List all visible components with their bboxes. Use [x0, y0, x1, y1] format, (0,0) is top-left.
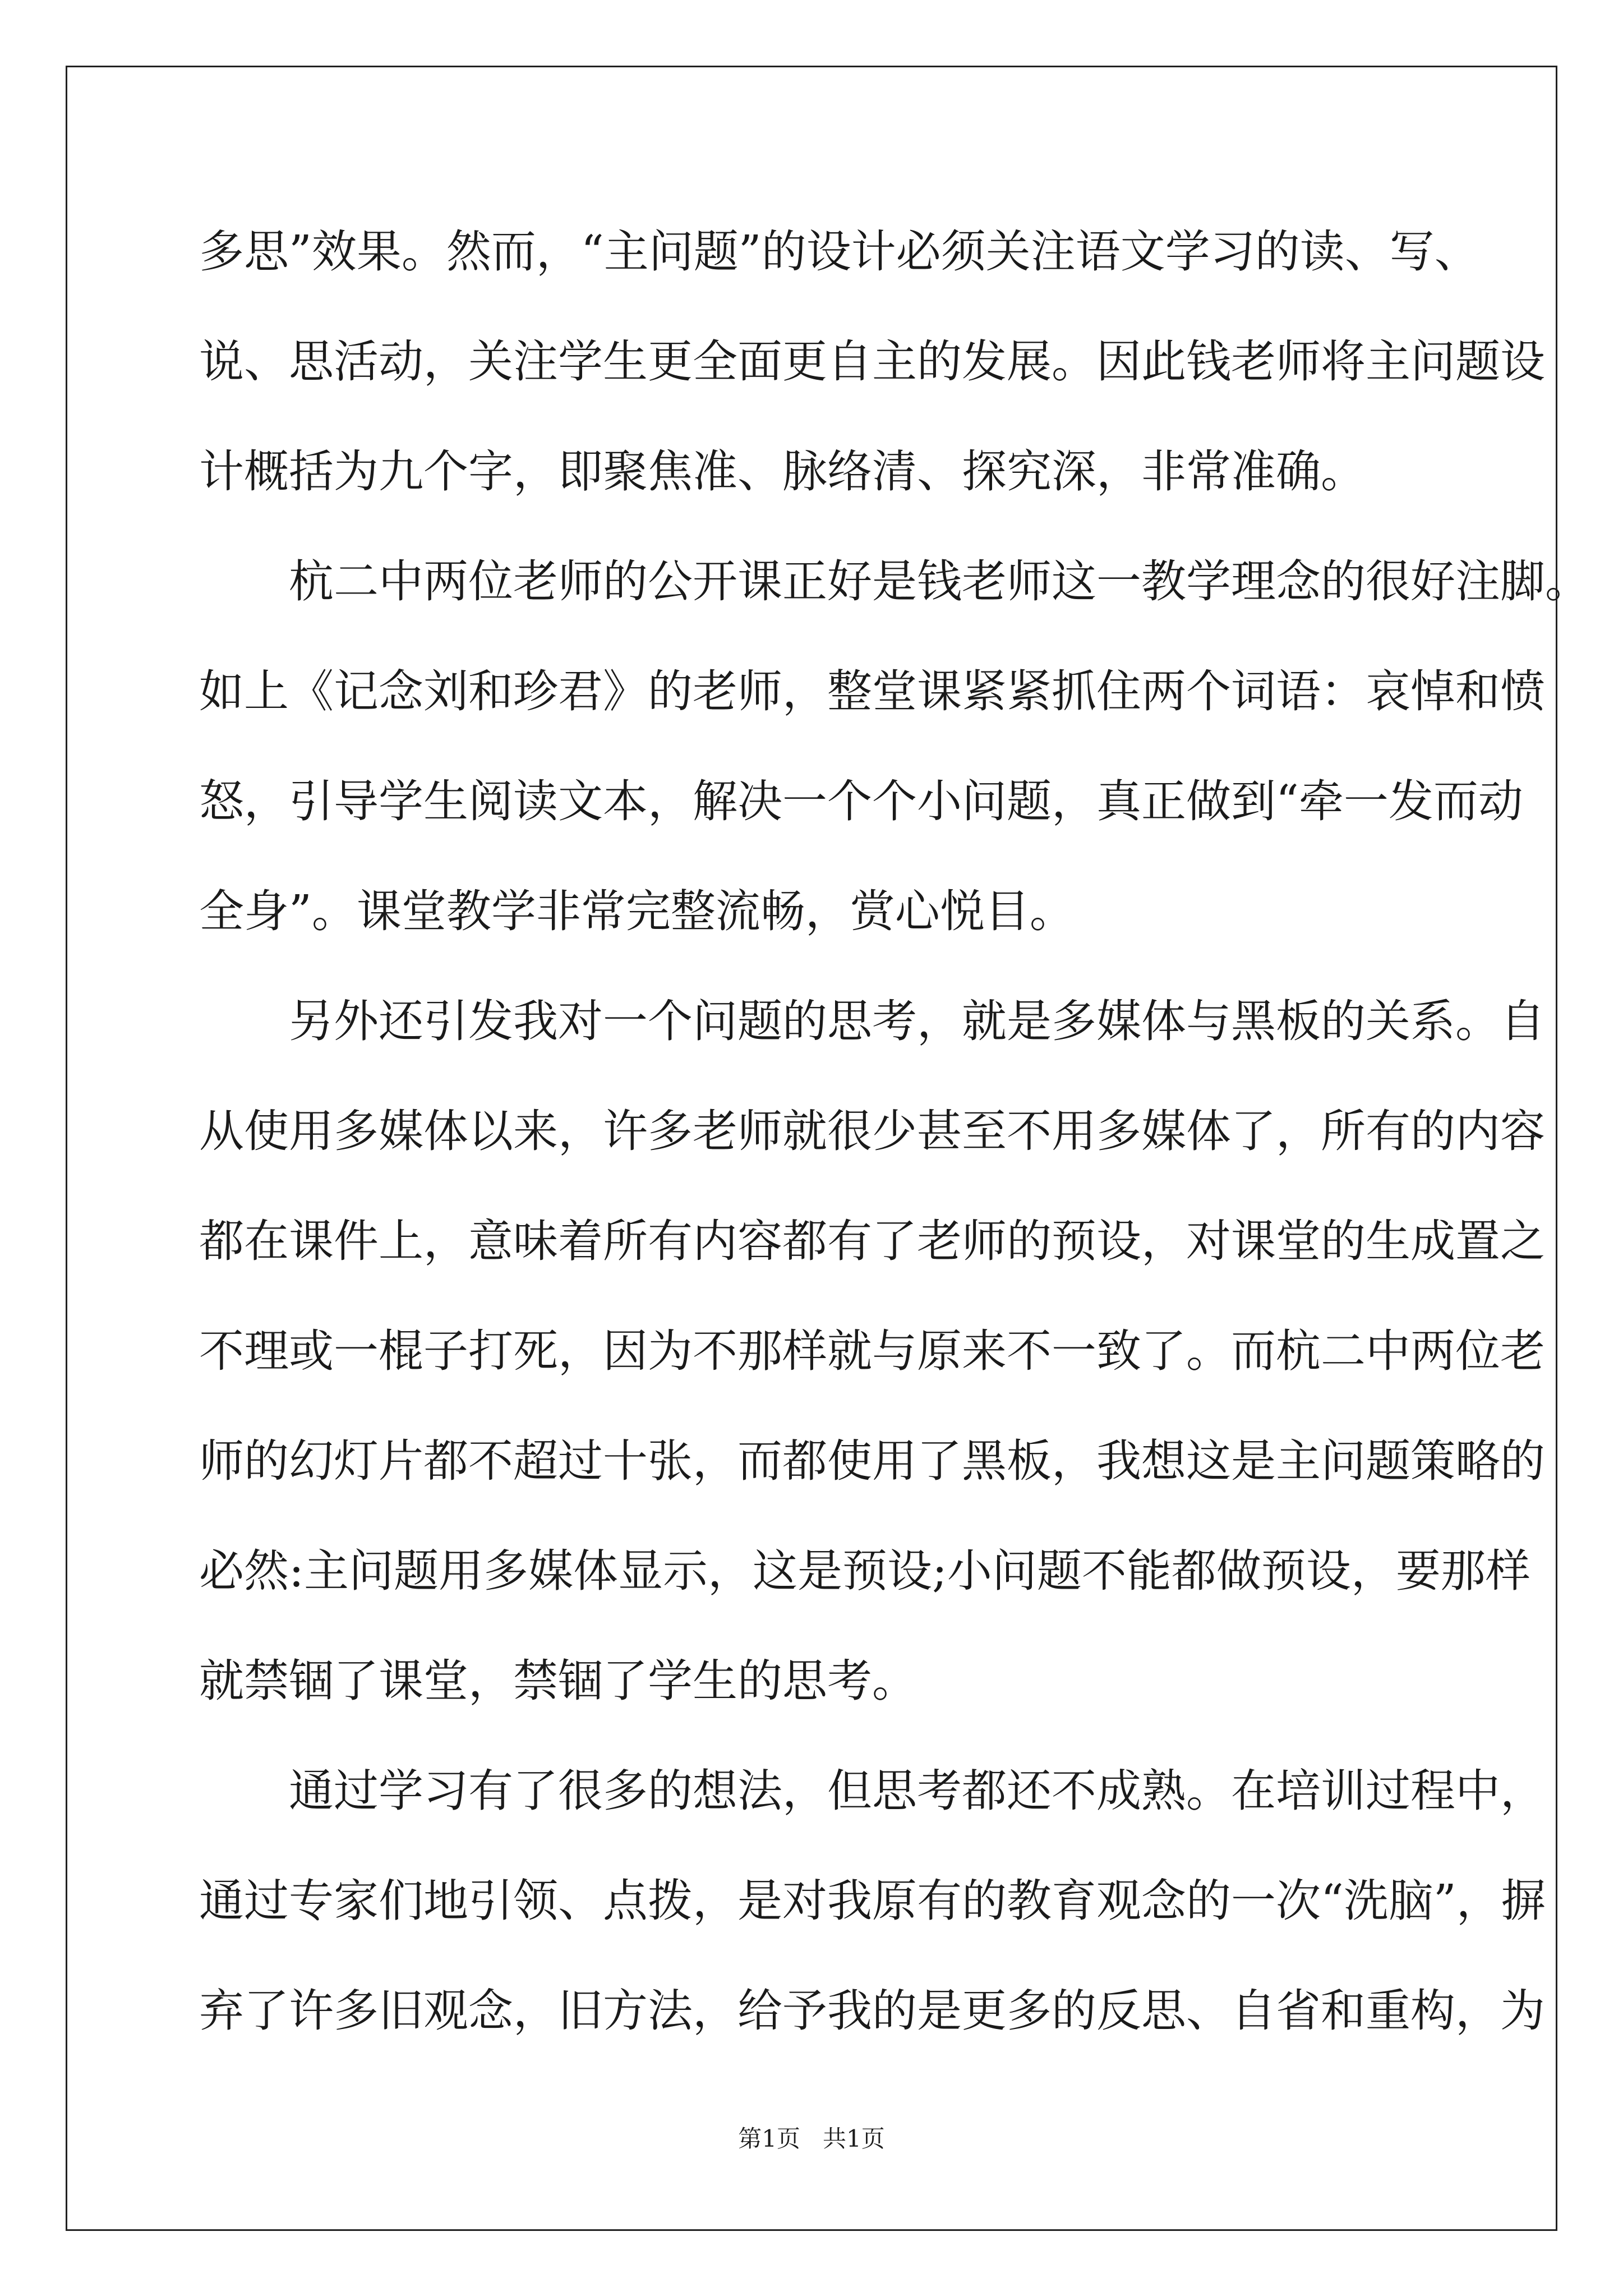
text-line: 计概括为九个字，即聚焦准、脉络清、探究深，非常准确。 [199, 445, 1366, 498]
text-line: 通过专家们地引领、点拨，是对我原有的教育观念的一次“洗脑”，摒 [199, 1875, 1546, 1927]
paragraph-first-line: 杭二中两位老师的公开课正好是钱老师这一教学理念的很好注脚。 [289, 555, 1590, 608]
text-line: 弃了许多旧观念，旧方法，给予我的是更多的反思、自省和重构，为 [199, 1985, 1545, 2037]
paragraph-first-line: 通过学习有了很多的想法，但思考都还不成熟。在培训过程中， [289, 1765, 1545, 1817]
text-line: 就禁锢了课堂，禁锢了学生的思考。 [199, 1655, 917, 1707]
text-line: 师的幻灯片都不超过十张，而都使用了黑板，我想这是主问题策略的 [199, 1435, 1545, 1487]
text-line: 从使用多媒体以来，许多老师就很少甚至不用多媒体了，所有的内容 [199, 1105, 1545, 1157]
paragraph-first-line: 另外还引发我对一个问题的思考，就是多媒体与黑板的关系。自 [289, 995, 1545, 1047]
text-line: 怒，引导学生阅读文本，解决一个个小问题，真正做到“牵一发而动 [199, 775, 1523, 827]
text-line: 多思”效果。然而，“主问题”的设计必须关注语文学习的读、写、 [199, 226, 1479, 278]
text-line: 说、思活动，关注学生更全面更自主的发展。因此钱老师将主问题设 [199, 335, 1545, 388]
text-line: 都在课件上，意味着所有内容都有了老师的预设，对课堂的生成置之 [199, 1215, 1545, 1267]
text-line: 全身”。课堂教学非常完整流畅，赏心悦目。 [199, 885, 1075, 937]
text-line: 必然:主问题用多媒体显示，这是预设;小问题不能都做预设，要那样 [199, 1545, 1530, 1597]
text-line: 如上《记念刘和珍君》的老师，整堂课紧紧抓住两个词语：哀悼和愤 [199, 665, 1545, 717]
document-body [199, 197, 1590, 2066]
page-footer: 第1页 共1页 [738, 2125, 885, 2152]
text-line: 不理或一棍子打死，因为不那样就与原来不一致了。而杭二中两位老 [199, 1325, 1545, 1377]
